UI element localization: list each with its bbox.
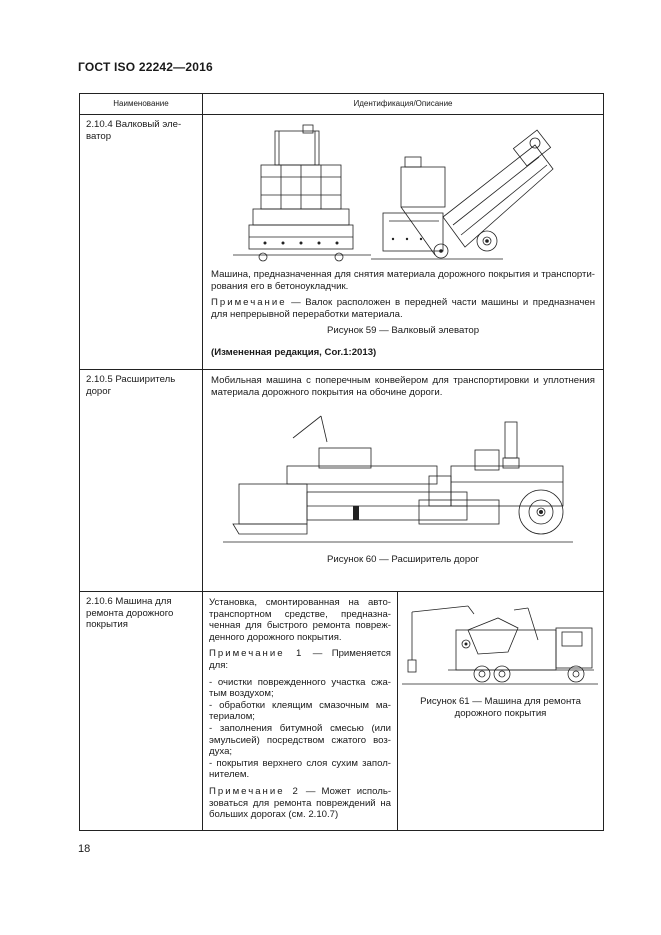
- term-text-column: [203, 592, 398, 830]
- term-definition: Машина, предназначенная для снятия материала дорожного покрытия и транспорти-рования его в бетоноукладчик.: [211, 269, 595, 292]
- term-definition: Установка, смонтированная на авто-транспортном средстве, предназна-ченная для быстрого ремонта повреж-денного дорожного покрытия.: [209, 597, 391, 643]
- list-item: - очистки поврежденного участка сжа-тым воздухом;: [209, 676, 391, 700]
- note-text: — Применяется для:: [209, 648, 392, 671]
- table-row: [80, 592, 604, 831]
- list-item: - заполнения битумной смесью (или эмульсией) посредством сжатого воз-духа;: [209, 722, 391, 758]
- usage-list: [209, 677, 391, 781]
- table-row: [80, 115, 604, 370]
- repair-truck-side-view: [402, 606, 598, 684]
- note-label: Примечание 2: [209, 785, 300, 797]
- column-header-name: Наименование: [80, 94, 203, 115]
- note-label: Примечание 1: [209, 648, 304, 660]
- list-item: - покрытия верхнего слоя сухим запол-нителем.: [209, 757, 391, 781]
- term-name: 2.10.4 Валковый эле-ватор: [80, 115, 203, 370]
- term-name: 2.10.5 Расширитель дорог: [80, 370, 203, 592]
- term-description: [203, 592, 604, 831]
- page-number: 18: [78, 843, 91, 855]
- table-header-row: [80, 94, 604, 115]
- amendment-note: (Измененная редакция, Cor.1:2013): [211, 346, 377, 358]
- table-row: [80, 370, 604, 592]
- figure-column: [398, 592, 603, 830]
- road-widener-side-view: [223, 416, 573, 542]
- figure-59-drawing: [203, 117, 603, 267]
- figure-caption: Рисунок 61 — Машина для ремонта дорожного покрытия: [420, 696, 581, 719]
- terms-table: [79, 93, 604, 831]
- document-header: ГОСТ ISO 22242—2016: [78, 60, 213, 74]
- side-view: [371, 130, 553, 259]
- column-header-description: Идентификация/Описание: [203, 94, 604, 115]
- term-note-2: [209, 786, 391, 821]
- term-description: [203, 370, 604, 592]
- term-definition: Мобильная машина с поперечным конвейером для транспортировки и уплотнения материала дорожного покрытия на обочине дороги.: [211, 375, 595, 398]
- front-view: [233, 125, 371, 261]
- term-name: 2.10.6 Машина для ремонта дорожного покрытия: [80, 592, 203, 831]
- figure-61-drawing: [398, 600, 603, 688]
- figure-caption: Рисунок 59 — Валковый элеватор: [326, 325, 480, 337]
- note-label: Примечание: [211, 297, 287, 309]
- term-note: [203, 297, 603, 320]
- list-item: - обработки клеящим смазочным ма-териалом;: [209, 699, 391, 723]
- term-description: [203, 115, 604, 370]
- note-text: — Может исполь-зоваться для ремонта повреждений на больших дорогах (см. 2.10.7): [209, 785, 392, 821]
- figure-caption: Рисунок 60 — Расширитель дорог: [326, 554, 480, 566]
- figure-60-drawing: [203, 402, 603, 552]
- term-note-1: [209, 648, 391, 671]
- note-text: — Валок расположен в передней части машины и предназначен для непрерывной переработки материала.: [211, 297, 595, 320]
